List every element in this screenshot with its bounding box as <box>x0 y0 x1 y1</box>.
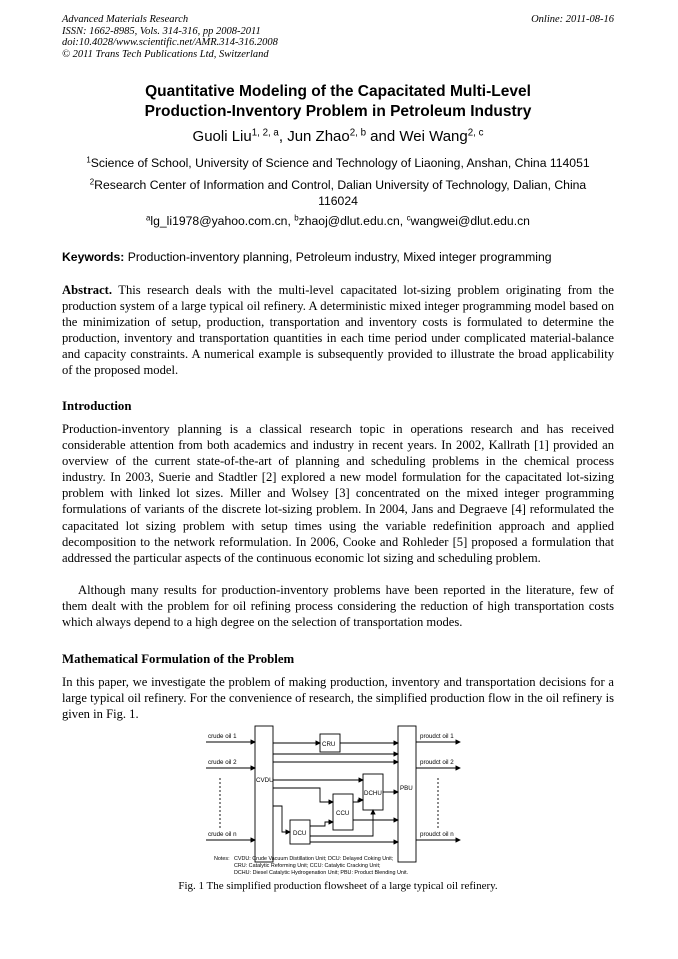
affiliation-1 <box>62 155 614 171</box>
affil-text: Research Center of Information and Control, Dalian University of Technology, Dalian, China 116024 <box>94 178 587 208</box>
email-sup: c <box>406 213 411 223</box>
online-date: Online: 2011-08-16 <box>531 14 614 25</box>
dcu-label: DCU <box>293 830 307 837</box>
email: zhaoj@dlut.edu.cn, <box>298 214 407 228</box>
math-paragraph-1: In this paper, we investigate the problem of making production, inventory and transportation decisions for a large typical oil refinery. For the convenience of research, the simplified production flow in the oil refinery is given in Fig. 1. <box>62 675 614 722</box>
title-line-2: Production-Inventory Problem in Petroleum Industry <box>144 103 532 120</box>
flow-arrow <box>273 806 290 832</box>
cvdu-box <box>255 726 273 862</box>
journal-doi: doi:10.4028/www.scientific.net/AMR.314-316.2008 <box>62 37 278 48</box>
keywords-label: Keywords: <box>62 250 125 264</box>
journal-issn: ISSN: 1662-8985, Vols. 314-316, pp 2008-2011 <box>62 25 261 37</box>
input-label: crude oil 1 <box>208 733 237 740</box>
journal-name: Advanced Materials Research <box>62 14 189 25</box>
affiliation-2 <box>62 177 614 209</box>
email-list <box>62 213 614 229</box>
abstract-label: Abstract. <box>62 283 113 297</box>
figure-caption: Fig. 1 The simplified production flowsheet of a large typical oil refinery. <box>178 880 498 892</box>
keywords <box>62 250 614 264</box>
author-name: Guoli Liu <box>192 128 252 145</box>
flow-arrow <box>273 788 333 802</box>
flowsheet-diagram <box>200 722 490 880</box>
flow-arrow <box>310 822 333 826</box>
intro-paragraph-2: Although many results for production-inventory problems have been reported in the literature, few of them dealt with the problem for oil refining process considering the reduction of high transportation costs which always depend to a high degree on the selection of transportation modes. <box>62 583 614 630</box>
author-list <box>62 128 614 145</box>
output-label: proudct oil 2 <box>420 759 454 766</box>
author-affil-sup: 1, 2, a <box>251 127 279 139</box>
affil-text: Science of School, University of Science and Technology of Liaoning, Anshan, China 114051 <box>90 156 590 170</box>
author-affil-sup: 2, b <box>349 127 366 139</box>
output-label: proudct oil n <box>420 831 454 838</box>
math-heading: Mathematical Formulation of the Problem <box>62 652 295 666</box>
production-flowsheet-figure <box>200 722 490 880</box>
email-sup: b <box>294 213 299 223</box>
email: wangwei@dlut.edu.cn <box>410 214 530 228</box>
author-sep: and <box>366 128 400 145</box>
cru-label: CRU <box>322 741 336 748</box>
paper-title <box>62 82 614 122</box>
notes-line: DCHU: Diesel Catalytic Hydrogenation Unit; PBU: Product Blending Unit. <box>234 870 409 876</box>
author-name: Jun Zhao <box>287 128 350 145</box>
input-label: crude oil 2 <box>208 759 237 766</box>
journal-header <box>62 14 278 60</box>
notes-line: CVDU: Crude Vacuum Distillation Unit; DCU: Delayed Coking Unit; <box>234 856 394 862</box>
dchu-label: DCHU <box>364 790 382 797</box>
abstract <box>62 282 614 379</box>
author-affil-sup: 2, c <box>467 127 484 139</box>
affil-sup: 2 <box>89 177 95 187</box>
title-line-1: Quantitative Modeling of the Capacitated Multi-Level <box>145 83 531 100</box>
email-sup: a <box>146 213 151 223</box>
cvdu-label: CVDU <box>256 777 274 784</box>
input-label: crude oil n <box>208 831 237 838</box>
abstract-text: This research deals with the multi-level capacitated lot-sizing problem originating from the production system of a large typical oil refinery. A deterministic mixed integer programming model based on the minimization of setup, production, transportation and inventory costs is formulated to determine the production, inventory and transportation quantities in each time period under complicated material-balance and capacity constraints. A numerical example is subsequently provided to illustrate the broad applicability of the proposed model. <box>62 283 614 378</box>
keywords-text: Production-inventory planning, Petroleum industry, Mixed integer programming <box>124 250 552 264</box>
pbu-label: PBU <box>400 785 413 792</box>
notes-line: CRU: Catalytic Reforming Unit; CCU: Catalytic Cracking Unit; <box>234 863 381 869</box>
pbu-box <box>398 726 416 862</box>
output-label: proudct oil 1 <box>420 733 454 740</box>
flow-arrow <box>353 800 363 802</box>
intro-paragraph-1: Production-inventory planning is a classical research topic in operations research and has received considerable attention from both academics and industry in recent years. In 2002, Kallrath [1] provided an overview of the current state-of-the-art of planning and scheduling problems in the chemical process industry. In 2003, Suerie and Stadtler [2] explored a new model formulation for the capacitated lot-sizing problem with linked lot sizes. Miller and Wolsey [3] concentrated on the mixed integer programming formulations of variants of the discrete lot-sizing problem. In 2004, Jans and Degraeve [4] reformulated the capacitated lot sizing problem with setup times using the variable redefinition approach and applied decomposition to the network reformulation. In 2006, Cooke and Rohleder [5] proposed a formulation that addressed the particular aspects of the continuous economic lot sizing and scheduling problem. <box>62 422 614 565</box>
notes-label: Notes: <box>214 856 230 862</box>
author-name: Wei Wang <box>399 128 468 145</box>
affil-sup: 1 <box>86 155 91 165</box>
journal-copyright: © 2011 Trans Tech Publications Ltd, Switzerland <box>62 48 269 60</box>
intro-heading: Introduction <box>62 399 132 413</box>
author-sep: , <box>278 128 288 145</box>
email: lg_li1978@yahoo.com.cn, <box>150 214 295 228</box>
ccu-label: CCU <box>336 810 350 817</box>
